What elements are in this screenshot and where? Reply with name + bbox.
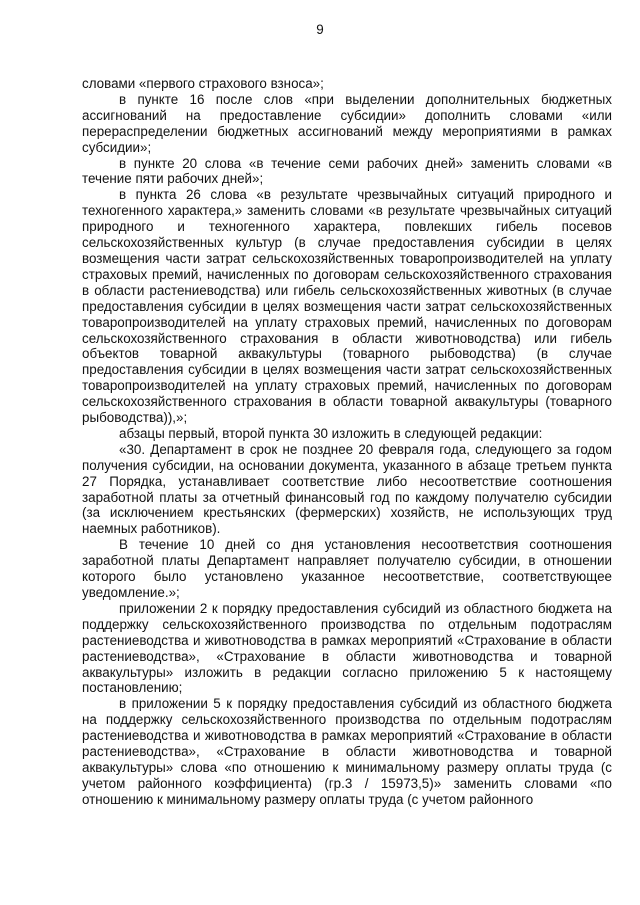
paragraph: в пункта 26 слова «в результате чрезвычайных ситуаций природного и техногенного характера,» заменить словами «в результате чрезвычайных ситуаций природного и техногенного характера, повлекших гибель посевов сельскохозяйственных культур (в случае предоставления субсидии в целях возмещения части затрат сельскохозяйственных товаропроизводителей на уплату страховых премий, начисленных по договорам сельскохозяйственного страхования в области растениеводства) или гибель сельскохозяйственных животных (в случае предоставления субсидии в целях возмещения части затрат сельскохозяйственных товаропроизводителей на уплату страховых премий, начисленных по договорам сельскохозяйственного страхования в области животноводства) или гибель объектов товарной аквакультуры (товарного рыбоводства) (в случае предоставления субсидии в целях возмещения части затрат сельскохозяйственных товаропроизводителей на уплату страховых премий, начисленных по договорам сельскохозяйственного страхования в области товарной аквакультуры (товарного рыбоводства)),»;	[82, 187, 612, 426]
document-body	[82, 76, 612, 808]
paragraph: приложении 2 к порядку предоставления субсидий из областного бюджета на поддержку сельскохозяйственного производства по отдельным подотраслям растениеводства и животноводства в рамках мероприятий «Страхование в области растениеводства», «Страхование в области животноводства и товарной аквакультуры» изложить в редакции согласно приложению 5 к настоящему постановлению;	[82, 600, 612, 696]
paragraph: В течение 10 дней со дня установления несоответствия соотношения заработной платы Департамент направляет получателю субсидии, в отношении которого было установлено указанное несоответствие, соответствующее уведомление.»;	[82, 537, 612, 600]
paragraph: в пункте 20 слова «в течение семи рабочих дней» заменить словами «в течение пяти рабочих дней»;	[82, 155, 612, 187]
paragraph: абзацы первый, второй пункта 30 изложить в следующей редакции:	[119, 425, 543, 441]
paragraph: словами «первого страхового взноса»;	[82, 76, 324, 91]
paragraph: в пункте 16 после слов «при выделении дополнительных бюджетных ассигнований на предоставление субсидии» дополнить словами «или перераспределении бюджетных ассигнований между мероприятиями в рамках субсидии»;	[82, 91, 612, 155]
paragraph: в приложении 5 к порядку предоставления субсидий из областного бюджета на поддержку сельскохозяйственного производства по отдельным подотраслям растениеводства и животноводства в рамках мероприятий «Страхование в области растениеводства», «Страхование в области животноводства и товарной аквакультуры» слова «по отношению к минимальному размеру оплаты труда (с учетом районного коэффициента) (гр.3 / 15973,5)» заменить словами «по отношению к минимальному размеру оплаты труда (с учетом районного	[82, 696, 612, 807]
page-number: 9	[316, 22, 324, 37]
paragraph: «30. Департамент в срок не позднее 20 февраля года, следующего за годом получения субсидии, на основании документа, указанного в абзаце третьем пункта 27 Порядка, устанавливает соответствие либо несоответствие соотношения заработной платы за отчетный финансовый год по каждому получателю субсидии (за исключением крестьянских (фермерских) хозяйств, не использующих труд наемных работников).	[82, 441, 612, 537]
